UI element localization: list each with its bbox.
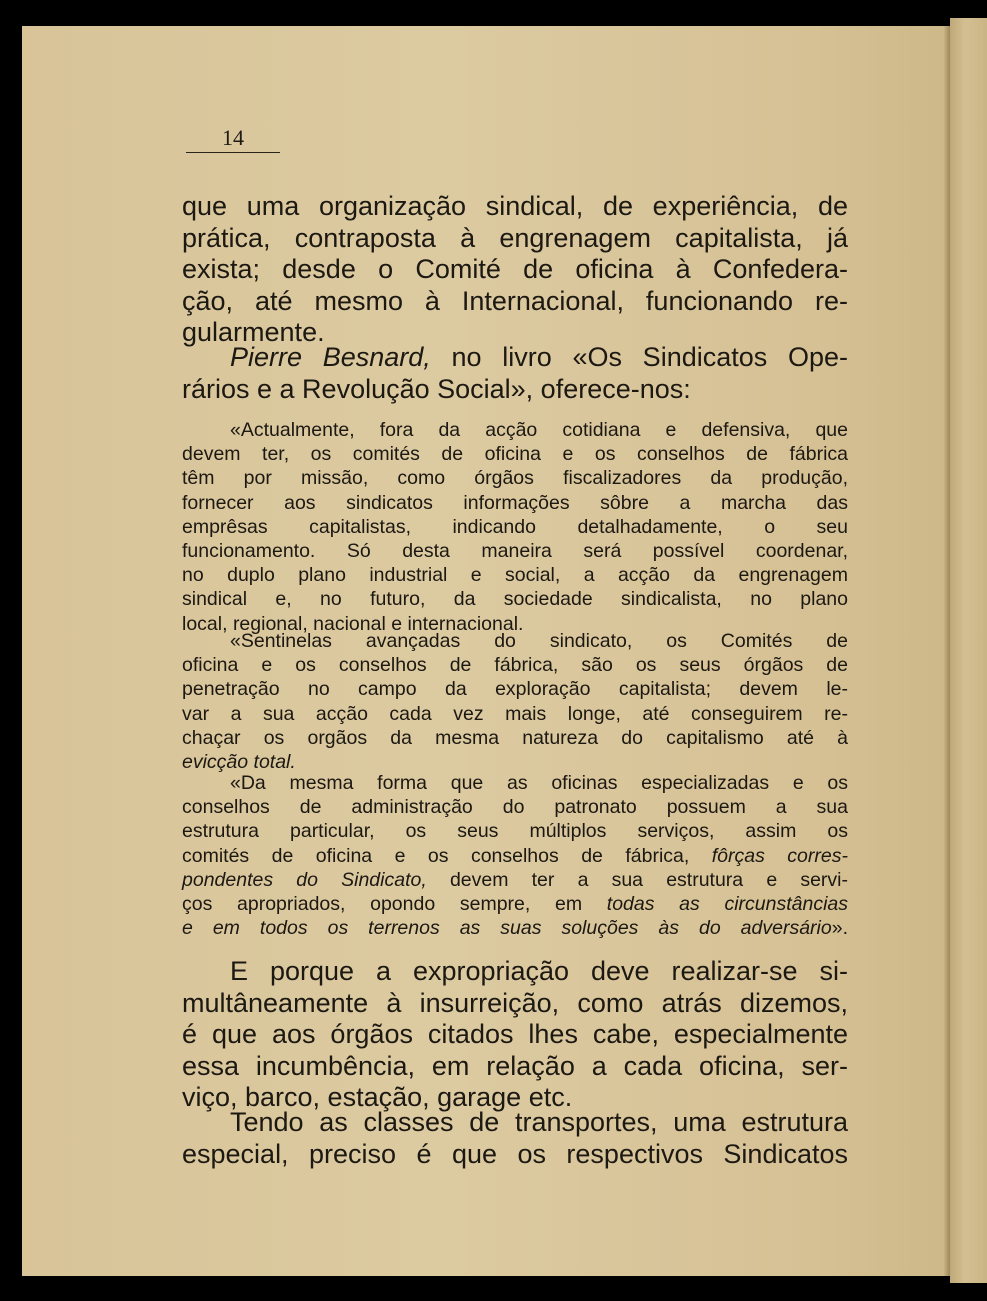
text-line: essa incumbência, em relação a cada oficina, ser- (182, 1050, 848, 1081)
paragraph-1 (182, 191, 848, 349)
paragraph-4 (182, 1107, 848, 1170)
text-line: viço, barco, estação, garage etc. (182, 1082, 573, 1112)
quote-line (182, 892, 848, 916)
text-span: devem ter a sua estrutura e servi- (449, 868, 848, 891)
quote-line (182, 868, 848, 892)
quote-line (182, 844, 848, 868)
quote-line: conselhos de administração do patronato possuem a sua (182, 796, 848, 819)
text-span: no livro «Os Sindicatos Ope- (451, 342, 848, 372)
quote-line: oficina e os conselhos de fábrica, são os seus órgãos de (182, 654, 848, 677)
author-name: Pierre Besnard, (230, 342, 431, 372)
quote-line: sindical e, no futuro, da sociedade sindicalista, no plano (182, 588, 848, 611)
quote-line: emprêsas capitalistas, indicando detalhadamente, o seu (182, 515, 848, 538)
quote-line: «Da mesma forma que as oficinas especializadas e os (230, 772, 848, 794)
quote-line: «Actualmente, fora da acção cotidiana e defensiva, que (230, 419, 848, 441)
italic-span: todas as circunstâncias (606, 893, 848, 916)
italic-span: pondentes do Sindicato, (182, 868, 427, 891)
text-span: ços apropriados, opondo sempre, em (182, 893, 583, 916)
text-span: comités de oficina e os conselhos de fábrica, (182, 844, 690, 867)
quote-paragraph-3 (182, 771, 848, 940)
italic-span: e em todos os terrenos as suas soluções às do adversário (182, 917, 832, 940)
paragraph-3 (182, 956, 848, 1114)
text-line: que uma organização sindical, de experiência, de (182, 191, 848, 221)
quote-line: chaçar os orgãos da mesma natureza do capitalismo até à (182, 726, 848, 749)
text-line: prática, contraposta à engrenagem capitalista, já (182, 222, 848, 253)
text-span: ». (831, 917, 848, 940)
text-line: exista; desde o Comité de oficina à Confedera- (182, 254, 848, 284)
quote-paragraph-1 (182, 418, 848, 636)
quote-line: devem ter, os comités de oficina e os conselhos de fábrica (182, 443, 848, 466)
text-line: ção, até mesmo à Internacional, funcionando re- (182, 285, 848, 316)
quote-line: var a sua acção cada vez mais longe, até conseguirem re- (182, 702, 848, 725)
text-line: multâneamente à insurreição, como atrás dizemos, (182, 987, 848, 1018)
quote-line: local, regional, nacional e internacional. (182, 612, 524, 635)
italic-span: fôrças corres- (711, 844, 848, 867)
page-number: 14 (186, 126, 280, 153)
quote-line: «Sentinelas avançadas do sindicato, os Comités de (230, 630, 848, 652)
quote-line: penetração no campo da exploração capitalista; devem le- (182, 678, 848, 701)
text-line: gularmente. (182, 317, 325, 347)
text-line: especial, preciso é que os respectivos Sindicatos (182, 1138, 848, 1169)
quote-line: estrutura particular, os seus múltiplos serviços, assim os (182, 820, 848, 843)
quote-line: funcionamento. Só desta maneira será possível coordenar, (182, 540, 848, 563)
text-line: é que aos órgãos citados lhes cabe, especialmente (182, 1019, 848, 1049)
quote-line: evicção total. (182, 751, 296, 774)
quote-line: no duplo plano industrial e social, a acção da engrenagem (182, 564, 848, 587)
page-gutter (944, 26, 950, 1276)
text-line: rários e a Revolução Social», oferece-nos: (182, 373, 691, 404)
quote-line (182, 916, 848, 940)
text-line (182, 342, 848, 374)
quote-paragraph-2 (182, 629, 848, 774)
facing-page-edge (950, 18, 987, 1283)
text-line: Tendo as classes de transportes, uma estrutura (230, 1107, 848, 1137)
quote-line: têm por missão, como órgãos fiscalizadores da produção, (182, 467, 848, 490)
text-line: E porque a expropriação deve realizar-se si- (230, 956, 848, 986)
paragraph-2 (182, 342, 848, 405)
quote-line: fornecer aos sindicatos informações sôbre a marcha das (182, 491, 848, 514)
